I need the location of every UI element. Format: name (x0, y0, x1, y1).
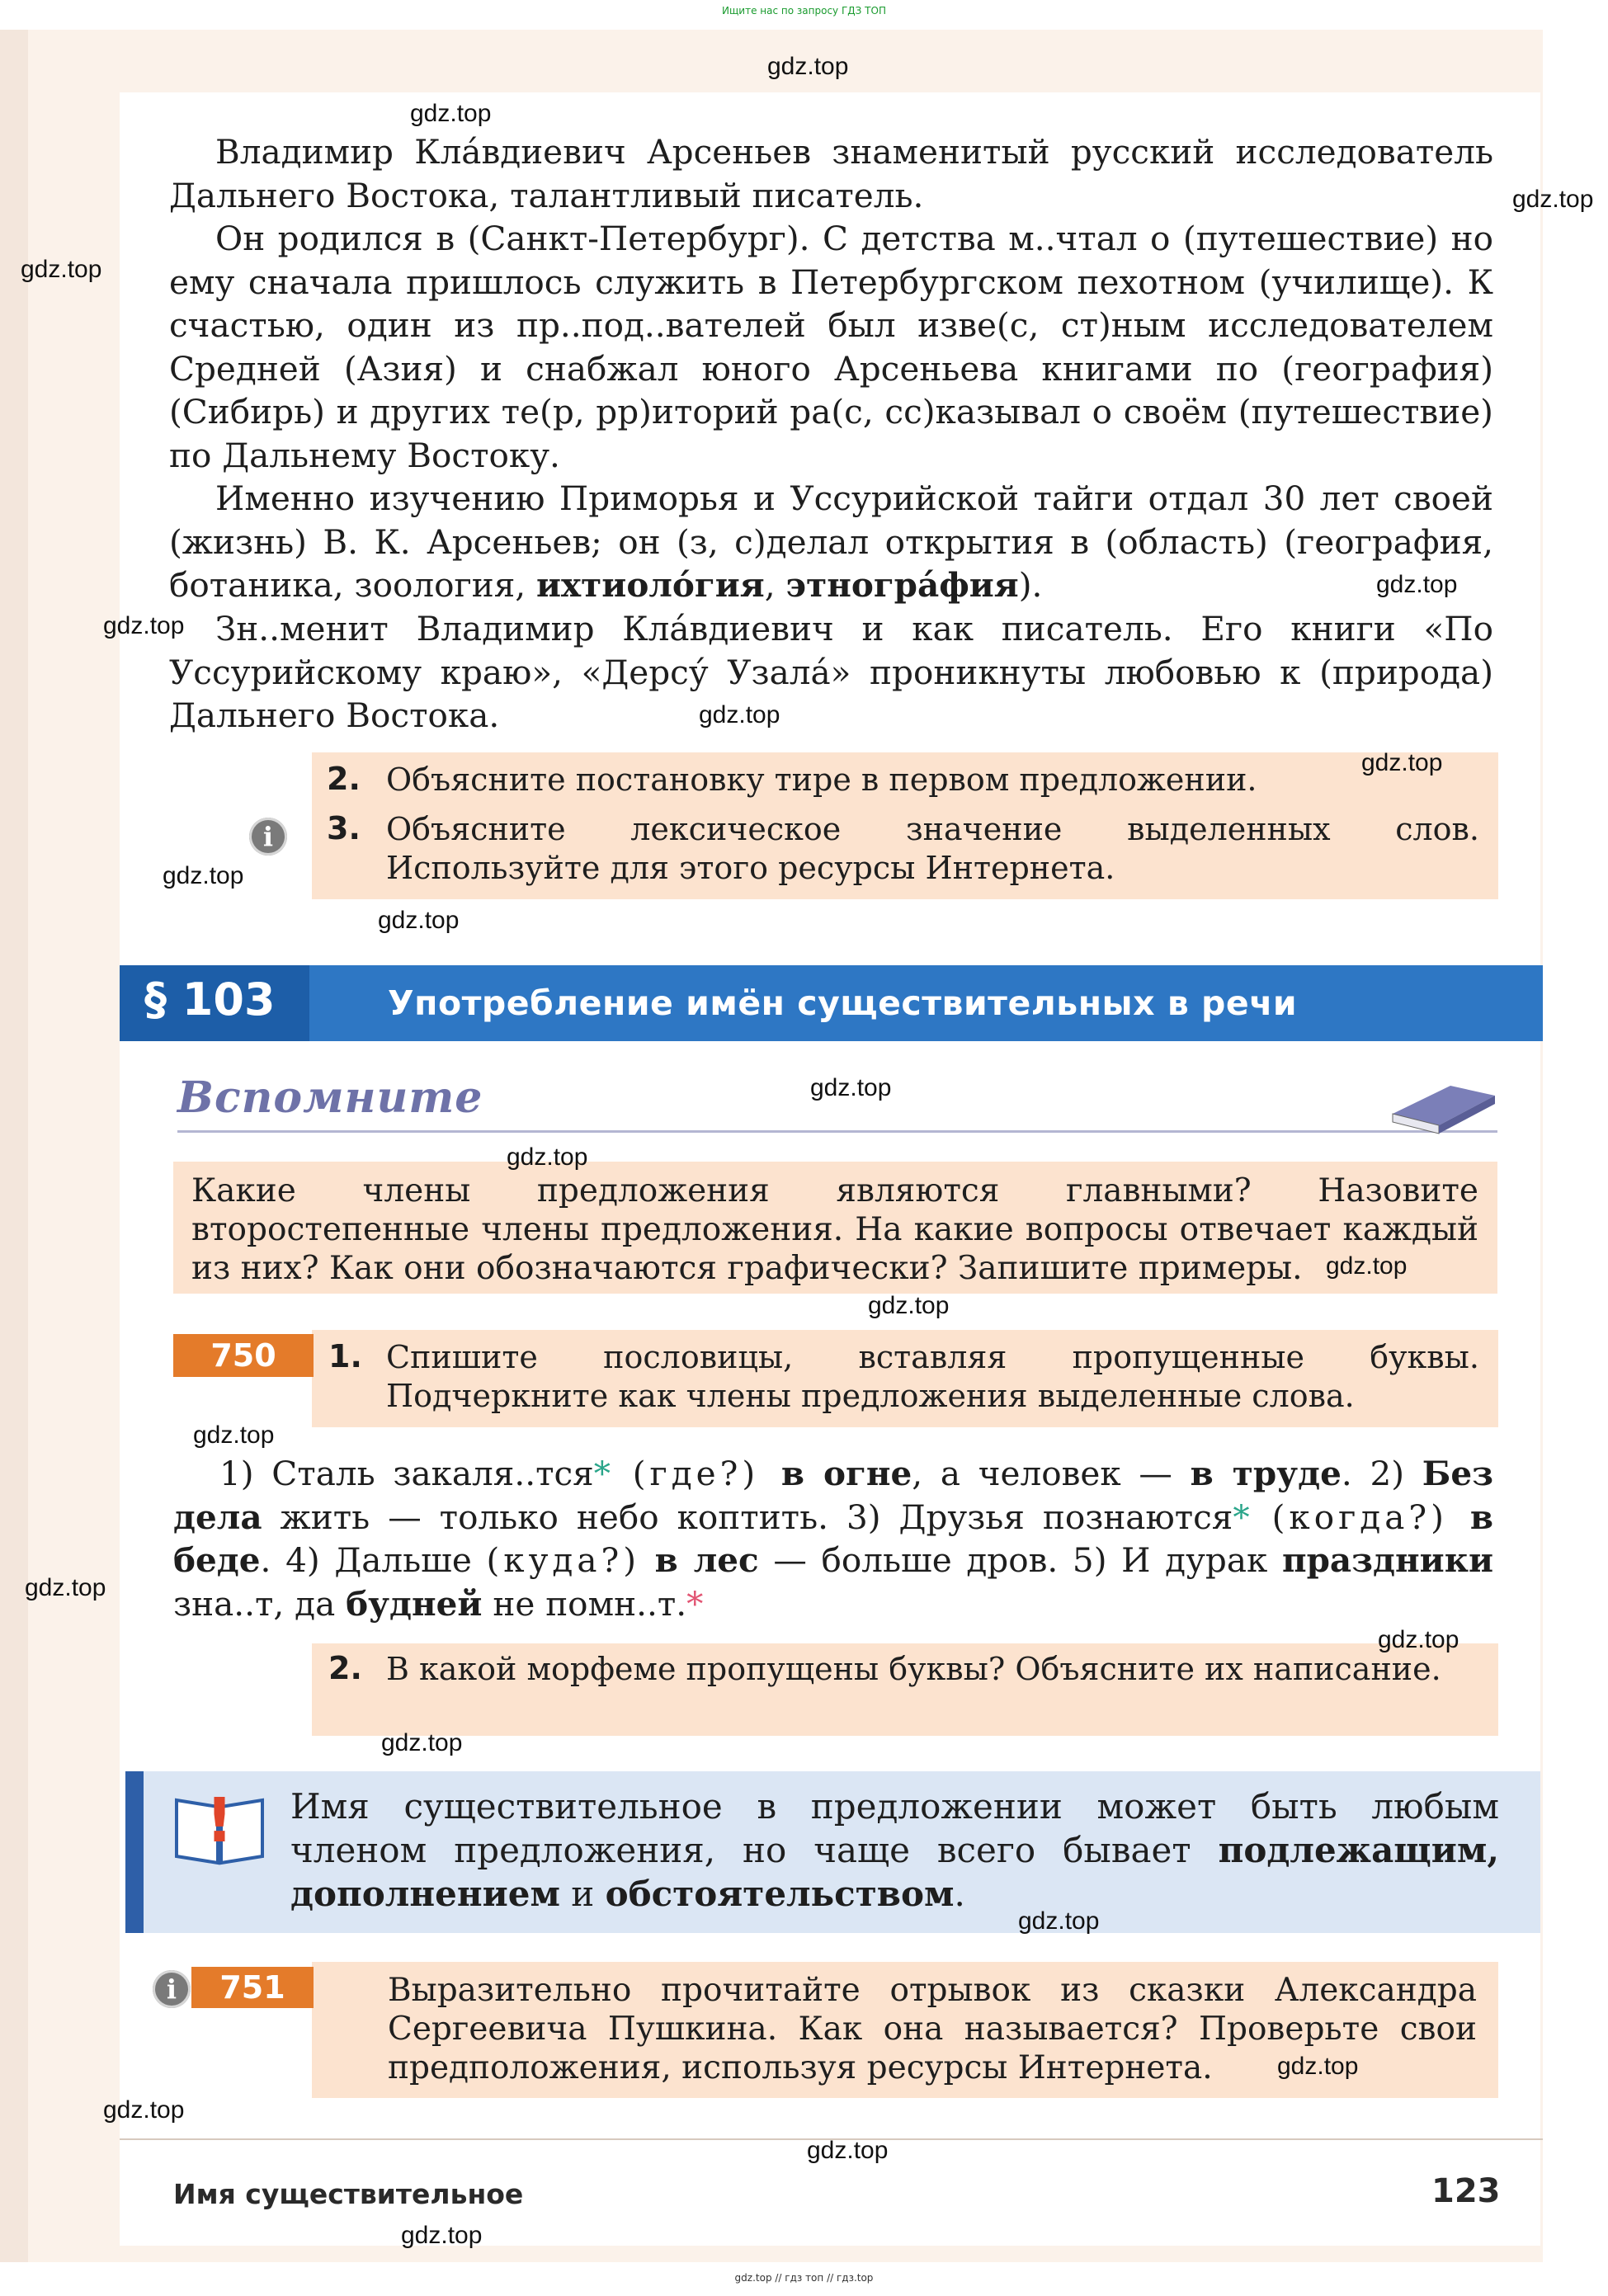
rule-text-a: Имя существительное в предложении может быть любым членом предложения, но чаще всего бывает (290, 1786, 1499, 1870)
proverb-5-middle: зна..т, да (173, 1583, 347, 1624)
star-mark: * (1233, 1497, 1250, 1537)
proverb-5-end: не помн..т. (482, 1583, 687, 1624)
exercise-751-text: Выразительно прочитайте отрывок из сказки Александра Сергеевича Пушкина. Как она называется? Проверьте свои предположения, используя ресурсы Интернета. (388, 1972, 1477, 2086)
paragraph-3 (169, 477, 1493, 607)
paragraph-4-text: Зн..менит Владимир Кла́вдиевич и как писатель. Его книги «По Уссурийскому краю», «Дерсу́ Узала́» проникнуты любовью к (природа) Дальнего Востока. (169, 609, 1493, 735)
exercise-751-badge: 751 (191, 1967, 314, 2008)
remember-label: Вспомните (177, 1073, 483, 1123)
star-mark: * (593, 1454, 611, 1493)
paragraph-3-sep: , (764, 565, 786, 605)
exclamation-book-icon (172, 1784, 267, 1866)
exercise-750-q2-number: 2. (328, 1650, 362, 1686)
rule-accent-bar (125, 1771, 144, 1933)
watermark: gdz.top (21, 256, 102, 283)
watermark: gdz.top (410, 100, 492, 127)
watermark: gdz.top (1326, 1252, 1408, 1280)
exercise-750-proverbs (173, 1452, 1493, 1625)
watermark: gdz.top (378, 907, 460, 934)
exercise-750-q1-number: 1. (328, 1338, 362, 1374)
bold-v-trude: в труде (1190, 1454, 1342, 1493)
proverb-4-5-text: — больше дров. 5) И дурак (758, 1540, 1282, 1580)
page-number: 123 (1431, 2172, 1501, 2210)
paragraph-1-text: Владимир Кла́вдиевич Арсеньев знаменитый русский исследователь Дальнего Востока, талантливый писатель. (169, 132, 1493, 215)
watermark: gdz.top (381, 1729, 463, 1756)
space (640, 1540, 655, 1580)
bold-bez-dela: Без дела (173, 1454, 1494, 1537)
paragraph-2 (169, 217, 1493, 477)
page-edge-strip (0, 30, 28, 2262)
proverb-1-part: 1) Сталь закаля..тся (219, 1454, 594, 1493)
watermark: gdz.top (1277, 2053, 1359, 2080)
top-note: Ищите нас по запросу ГДЗ ТОП (722, 5, 886, 17)
bold-v-les: в лес (654, 1540, 759, 1580)
bold-word-ichthyology: ихтиоло́гия (536, 565, 765, 605)
task-2-number: 2. (327, 761, 361, 797)
watermark: gdz.top (1018, 1907, 1100, 1935)
task-3-text: Объясните лексическое значение выделенных слов. Используйте для этого ресурсы Интернета. (386, 811, 1479, 886)
watermark: gdz.top (103, 2096, 185, 2124)
remember-text: Какие члены предложения являются главными? Назовите второстепенные члены предложения. На какие вопросы отвечает каждый из них? Как они обозначаются графически? Запишите примеры. (191, 1172, 1478, 1287)
paragraph-3-text: Именно изучению Приморья и Уссурийской тайги отдал 30 лет своей (жизнь) В. К. Арсеньев; он (з, с)делал открытия в (область) (география, ботаника, зоология, (169, 479, 1493, 605)
watermark: gdz.top (1376, 571, 1458, 598)
watermark: gdz.top (1512, 186, 1594, 213)
watermark: gdz.top (1378, 1626, 1459, 1653)
paragraph-3-end: ). (1018, 565, 1043, 605)
paragraph-2-text: Он родился в (Санкт-Петербург). С детства м..чтал о (путешествие) но ему сначала пришлось служить в Петербургском пехотном (училище). К счастью, один из пр..под..вателей был изве(с, ст)ным исследователем Средней (Азия) и снабжал юного Арсеньева книгами по (география) (Сибирь) и других те(р, рр)иторий ра(с, сс)казывал о своём (путешествие) по Дальнему Востоку. (169, 219, 1493, 475)
watermark: gdz.top (699, 701, 780, 728)
exercise-750-badge: 750 (173, 1334, 314, 1377)
rule-text-c: . (954, 1874, 965, 1914)
remember-divider (177, 1130, 1497, 1133)
question-where: (где?) (610, 1454, 781, 1493)
info-icon: i (153, 1970, 191, 2008)
rule-text-b: и (559, 1874, 606, 1914)
section-title: Употребление имён существительных в речи (388, 983, 1298, 1023)
bold-v-ogne: в огне (780, 1454, 912, 1493)
exercise-750-q1-text: Спишите пословицы, вставляя пропущенные буквы. Подчеркните как члены предложения выделенные слова. (386, 1339, 1479, 1414)
paragraph-1 (169, 130, 1493, 217)
watermark: gdz.top (767, 53, 849, 80)
proverb-4-start: . 4) Дальше (260, 1540, 487, 1580)
watermark: gdz.top (868, 1292, 950, 1319)
watermark: gdz.top (103, 612, 185, 639)
bold-budney: будней (346, 1583, 483, 1624)
exercise-750-q2-text: В какой морфеме пропущены буквы? Объясните их написание. (386, 1651, 1441, 1687)
watermark: gdz.top (25, 1574, 106, 1601)
rule-bold-1: подлежащим, дополнением (290, 1830, 1499, 1914)
bold-word-ethnography: этногра́фия (785, 565, 1019, 605)
proverb-1-middle: , а человек — (912, 1454, 1191, 1493)
book-icon (1386, 1071, 1502, 1137)
watermark: gdz.top (163, 862, 244, 889)
info-icon: i (249, 818, 287, 856)
task-2-text: Объясните постановку тире в первом предложении. (386, 761, 1257, 798)
proverb-2-number: . 2) (1341, 1454, 1422, 1493)
watermark: gdz.top (193, 1421, 275, 1449)
star-mark-red: * (686, 1583, 704, 1624)
section-number: § 103 (144, 974, 276, 1025)
paragraph-4 (169, 607, 1493, 738)
question-whereto: (куда?) (486, 1540, 640, 1580)
bold-prazdniki: праздники (1281, 1540, 1493, 1580)
bold-v-bede: в беде (173, 1497, 1493, 1580)
watermark: gdz.top (507, 1143, 588, 1171)
bottom-note: gdz.top // гдз топ // гдз.top (734, 2272, 874, 2284)
exclamation-mark: ! (205, 1785, 233, 1856)
task-3-number: 3. (327, 810, 361, 846)
watermark: gdz.top (810, 1074, 892, 1101)
rule-text (290, 1784, 1499, 1916)
watermark: gdz.top (1361, 749, 1443, 776)
question-when: (когда?) (1249, 1497, 1470, 1537)
rule-bold-2: обстоятельством (605, 1874, 955, 1914)
watermark: gdz.top (401, 2222, 483, 2249)
watermark: gdz.top (807, 2137, 889, 2164)
proverb-2-3-text: жить — только небо коптить. 3) Друзья познаются (262, 1497, 1233, 1537)
footer-chapter-title: Имя существительное (173, 2178, 524, 2210)
